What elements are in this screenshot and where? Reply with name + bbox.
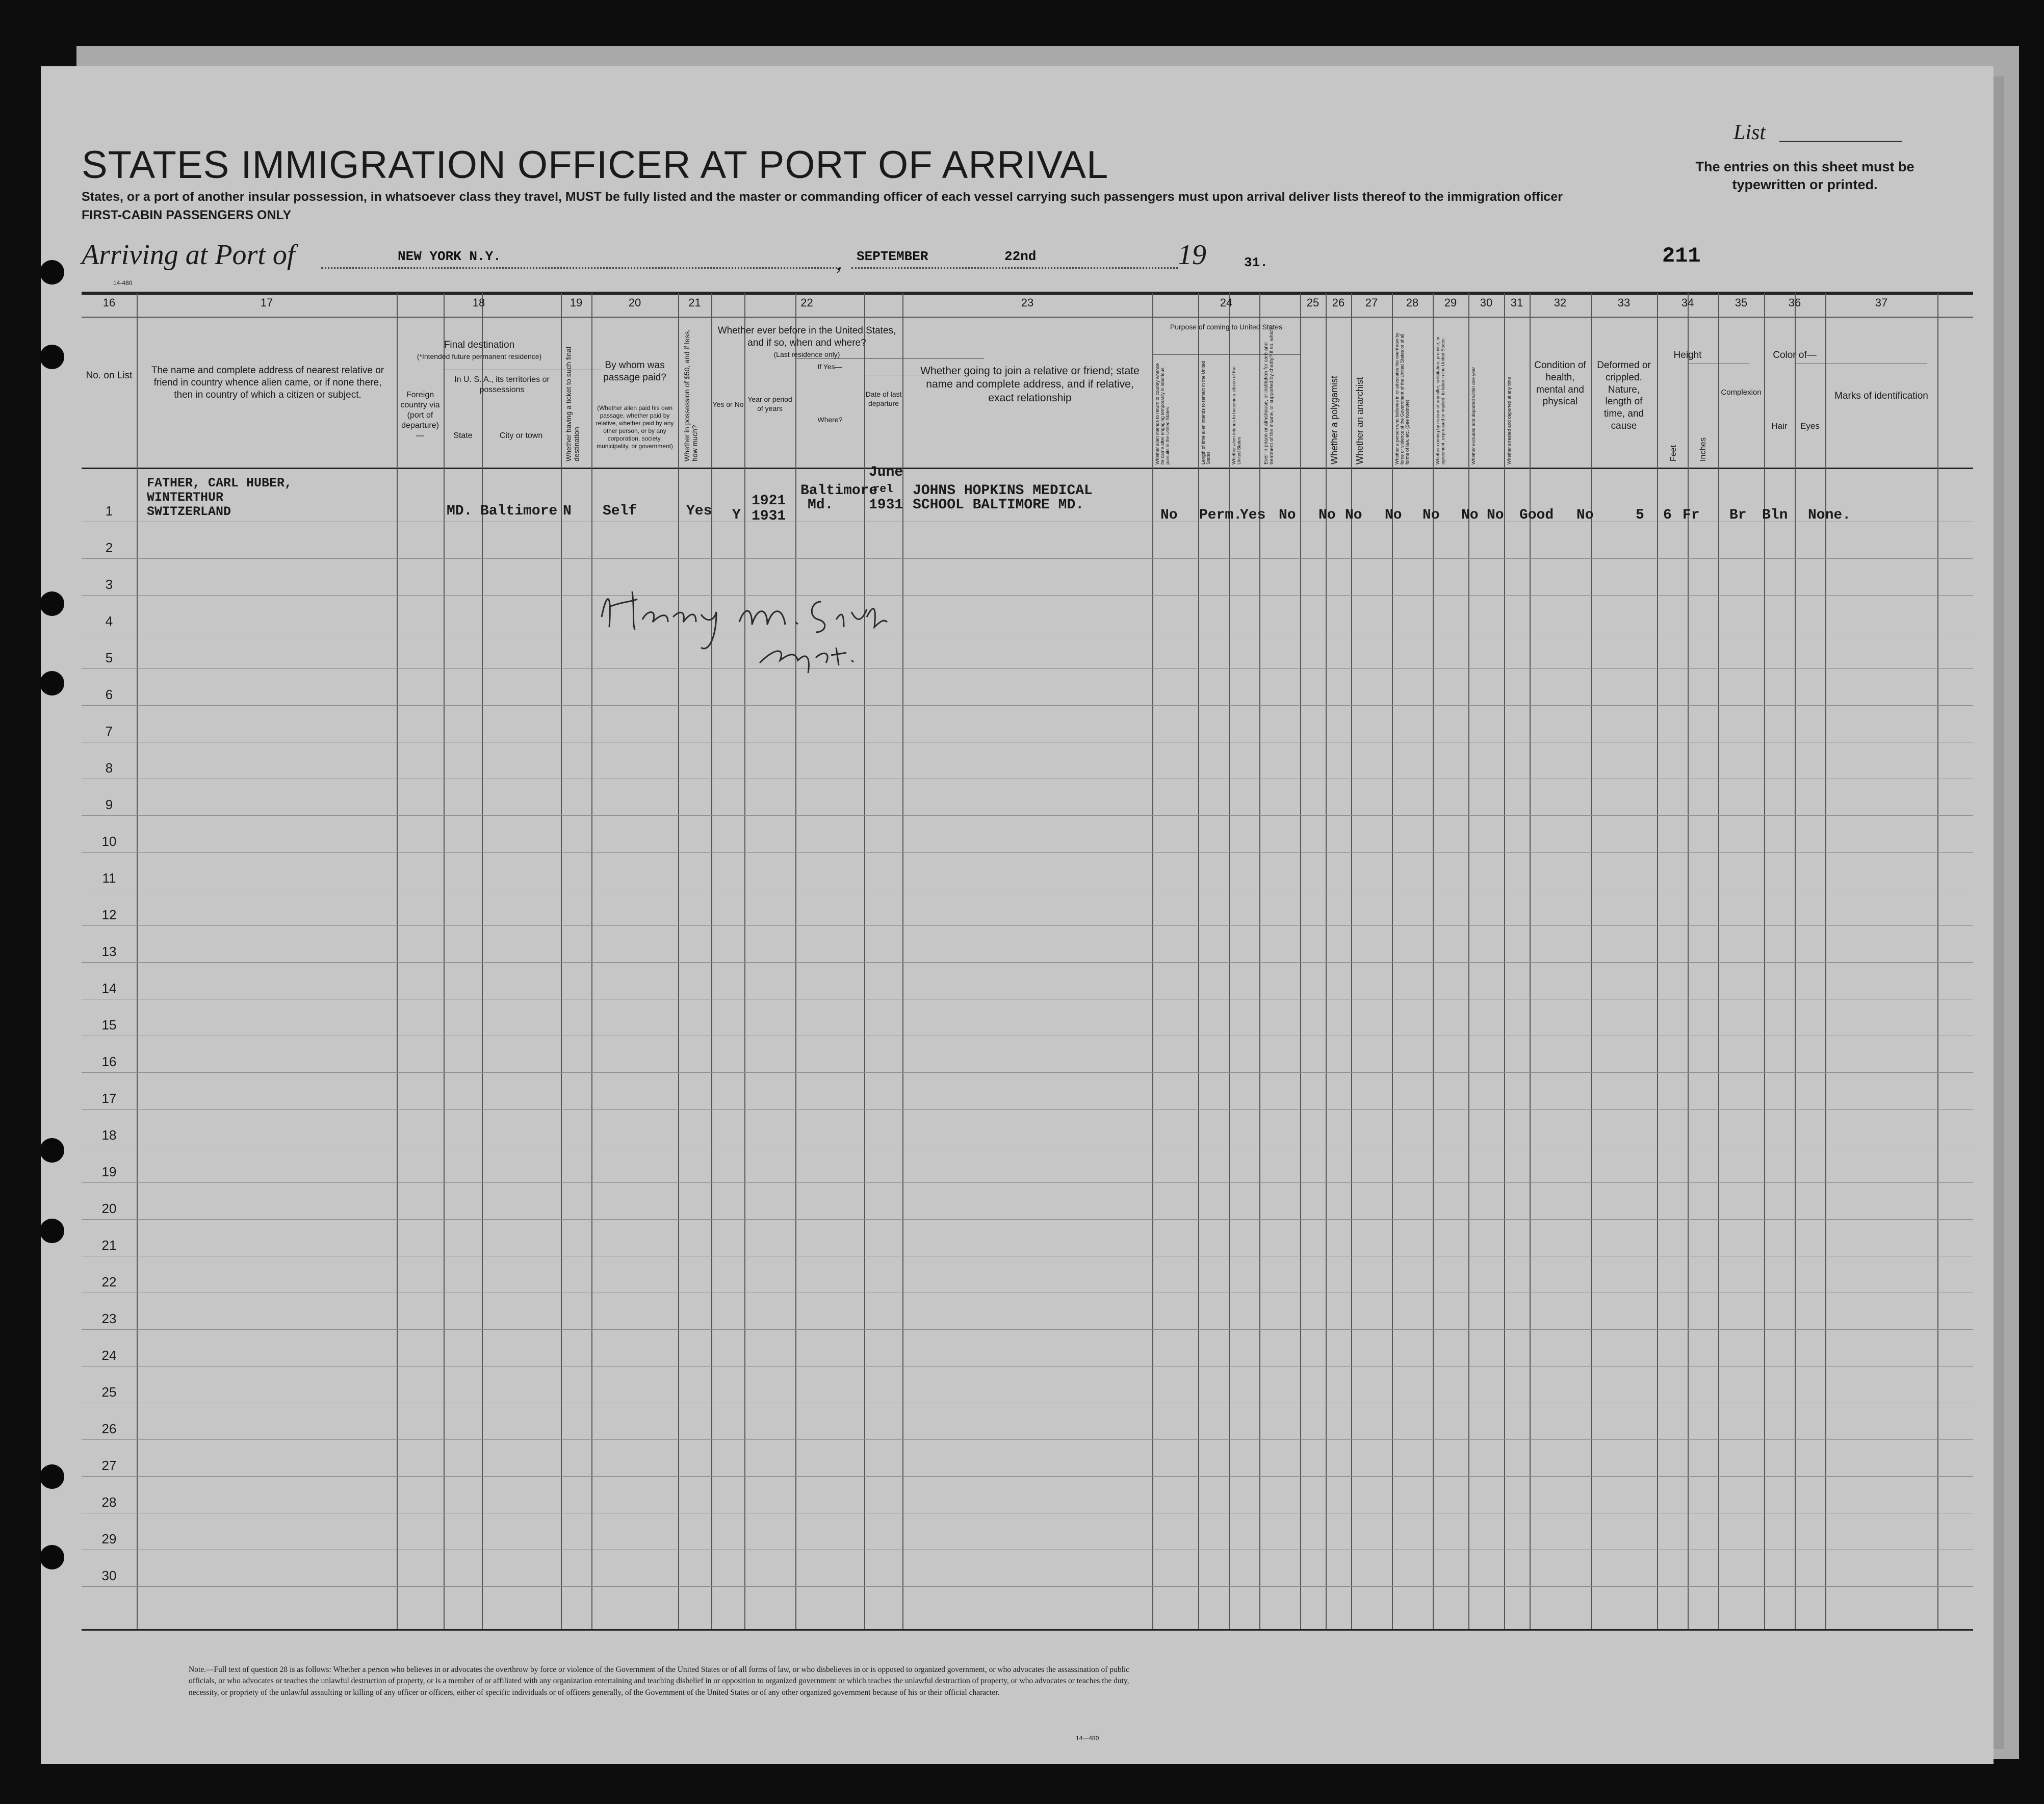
colnum-24: 24	[1220, 296, 1233, 309]
header-in-usa: In U. S. A., its territories or possessions	[454, 375, 550, 394]
row-number: 11	[102, 870, 116, 886]
punch-hole	[40, 1138, 64, 1163]
page-title: STATES IMMIGRATION OFFICER AT PORT OF ARRIVAL	[82, 143, 1109, 187]
row-rule	[82, 1329, 1973, 1330]
row-number: 2	[105, 540, 113, 555]
header-purpose-citizen: Whether alien intends to become a citizen of the United States	[1231, 366, 1241, 465]
header-hair: Hair	[1771, 421, 1788, 431]
header-city: City or town	[499, 431, 543, 440]
header-ticket: Whether having a ticket to such final destination	[564, 347, 581, 461]
row-rule	[82, 705, 1973, 706]
header-final-destination: Final destination	[444, 340, 515, 350]
header-height: Height	[1673, 350, 1702, 360]
entry-join2: SCHOOL BALTIMORE MD.	[913, 497, 1084, 513]
header-date-departure: Date of last departure	[865, 390, 902, 407]
colnum-23: 23	[1021, 296, 1034, 309]
row-number: 9	[105, 797, 113, 812]
date-line	[851, 267, 1178, 269]
entry-arrested: No	[1487, 507, 1504, 523]
entry-date2: 1931	[869, 497, 903, 513]
row-rule	[82, 1439, 1973, 1440]
colnum-17: 17	[260, 296, 273, 309]
row-number: 25	[101, 1384, 117, 1400]
class-label: FIRST-CABIN PASSENGERS ONLY	[82, 208, 292, 222]
header-polygamist: Whether a polygamist	[1329, 375, 1339, 465]
header-deformed: Deformed or crippled. Nature, length of time, and cause	[1597, 360, 1651, 431]
row-number: 16	[101, 1054, 117, 1069]
row-number: 12	[101, 907, 117, 922]
entry-health: Good	[1519, 507, 1554, 523]
year-suffix: 31.	[1244, 255, 1268, 270]
colnum-37: 37	[1875, 296, 1888, 309]
header-no-on-list: No. on List	[86, 370, 133, 381]
row-rule	[82, 1109, 1973, 1110]
punch-hole	[40, 260, 64, 285]
header-inches: Inches	[1699, 437, 1707, 461]
colnum-21: 21	[688, 296, 701, 309]
day-value: 22nd	[1004, 249, 1037, 264]
entry-ticket: N	[563, 503, 572, 519]
header-period: Year or period of years	[747, 395, 792, 413]
row-rule	[82, 1586, 1973, 1587]
header-prison: Ever in prison or almshouse, or institution for care and treatment of the insane, or supported by charity? If so, which?	[1263, 325, 1275, 465]
row-rule	[82, 1072, 1973, 1073]
row-rule	[82, 1366, 1973, 1367]
colnum-20: 20	[628, 296, 641, 309]
manifest-table	[82, 292, 1973, 1631]
instructions-text: States, or a port of another insular possession, in whatsoever class they travel, MUST be fully listed and the master or commanding officer of each vessel carrying such passengers must upon arrival deliver lists thereof to the immigration officer	[82, 190, 1563, 204]
header-anarchist: Whether an anarchist	[1355, 377, 1365, 465]
header-ever-before: Whether ever before in the United States, and if so, when and where?	[717, 325, 896, 348]
colnum-25: 25	[1306, 296, 1319, 309]
entry-date1: June	[869, 465, 903, 480]
row-number: 19	[101, 1164, 117, 1179]
header-health: Condition of health, mental and physical	[1534, 360, 1586, 407]
entry-where1: Baltimore	[800, 483, 878, 499]
row-number: 23	[101, 1311, 117, 1326]
header-passage-paid: By whom was passage paid?	[603, 360, 666, 383]
row-number: 22	[101, 1274, 117, 1290]
row-number: 28	[101, 1494, 117, 1510]
header-where: Where?	[817, 416, 843, 424]
colnum-18: 18	[472, 296, 485, 309]
row-number: 14	[101, 981, 117, 996]
colnum-19: 19	[570, 296, 583, 309]
entry-fifty: Yes	[686, 503, 712, 519]
header-color: Color of—	[1773, 350, 1817, 360]
row-number: 26	[101, 1421, 117, 1436]
entry-state: MD.	[447, 503, 473, 519]
row-number: 4	[105, 613, 113, 629]
port-line	[321, 267, 841, 269]
entry-relative-line1: FATHER, CARL HUBER,	[147, 476, 293, 491]
colnum-35: 35	[1735, 296, 1748, 309]
row-number: 27	[101, 1458, 117, 1473]
row-number: 29	[101, 1531, 117, 1547]
header-q28: Whether a person who believes in or advocates the overthrow by force or violence of the Government of the United States or of all forms of law, etc. (See footnote)	[1394, 332, 1410, 465]
entry-anarchist: No	[1345, 507, 1362, 523]
row-number: 8	[105, 760, 113, 776]
entry-length: Perm.	[1199, 507, 1243, 523]
entry-q29: No	[1422, 507, 1440, 523]
entry-excluded: No	[1461, 507, 1479, 523]
row-number: 13	[101, 944, 117, 959]
header-yes-no: Yes or No	[712, 400, 744, 408]
entry-before-yes: Y	[732, 507, 741, 523]
colnum-36: 36	[1788, 296, 1801, 309]
footer-form-number: 14—480	[1076, 1735, 1099, 1742]
row-rule	[82, 1219, 1973, 1220]
entry-prison: No	[1279, 507, 1296, 523]
form-number: 14-480	[113, 279, 133, 287]
row-number: 7	[105, 724, 113, 739]
header-last-residence: (Last residence only)	[773, 350, 840, 358]
header-fifty-dollars: Whether in possession of $50, and if less, how much?	[683, 329, 699, 461]
header-purpose-length: Length of time alien intends to remain in the United States	[1201, 360, 1211, 465]
punch-hole	[40, 1464, 64, 1489]
row-number: 3	[105, 577, 113, 592]
header-q29: Whether coming by reason of any offer, solicitation, promise, or agreement, expressed or implied, to labor in the United States	[1435, 336, 1445, 465]
entry-marks: None.	[1808, 507, 1851, 523]
row-rule	[82, 595, 1973, 596]
header-purpose: Purpose of coming to United States	[1170, 323, 1283, 331]
header-join-relative: Whether going to join a relative or friend; state name and complete address, and if relative, exact relationship	[920, 365, 1140, 404]
entry-where2: Md.	[808, 497, 834, 513]
header-eyes: Eyes	[1800, 421, 1820, 431]
row-number: 17	[101, 1091, 117, 1106]
punch-hole	[40, 345, 64, 369]
header-feet: Feet	[1669, 445, 1678, 461]
colnum-33: 33	[1617, 296, 1631, 309]
header-purpose-return: Whether alien intends to return to country whence he came after engaging temporarily in laborious pursuits in the United States	[1155, 363, 1170, 465]
punch-hole	[40, 1219, 64, 1243]
punch-hole	[40, 671, 64, 695]
header-arrested: Whether arrested and deported at any time	[1507, 377, 1512, 465]
header-passage-paid-sub: (Whether alien paid his own passage, whether paid by relative, whether paid by any other person, or by any corporation, society, municipality, or government)	[596, 404, 674, 450]
row-number: 6	[105, 687, 113, 702]
entry-join1: JOHNS HOPKINS MEDICAL	[913, 483, 1093, 499]
entry-eyes: Bln	[1762, 507, 1788, 523]
colnum-26: 26	[1332, 296, 1345, 309]
row-rule	[82, 815, 1973, 816]
entry-feet: 5	[1636, 507, 1644, 523]
entry-city: Baltimore	[480, 503, 558, 519]
header-complexion: Complexion	[1721, 388, 1762, 397]
list-line	[1779, 141, 1902, 142]
comma-separator: ,	[836, 251, 841, 274]
row-rule	[82, 1182, 1973, 1183]
colnum-30: 30	[1480, 296, 1493, 309]
row-number: 10	[101, 834, 117, 849]
entry-q28: No	[1385, 507, 1402, 523]
port-value: NEW YORK N.Y.	[398, 249, 501, 264]
arriving-label: Arriving at Port of	[82, 239, 295, 271]
entry-years2: 1931	[752, 508, 786, 524]
entry-paid-by: Self	[603, 503, 637, 519]
sheet-number: 211	[1662, 244, 1701, 268]
header-foreign-country: Foreign country via (port of departure)—	[400, 391, 440, 440]
punch-hole	[40, 591, 64, 616]
colnum-22: 22	[800, 296, 813, 309]
row-number: 24	[101, 1348, 117, 1363]
header-state: State	[453, 431, 473, 440]
handwritten-signature	[591, 571, 959, 678]
entry-relative-line2: WINTERTHUR	[147, 490, 224, 505]
entry-relative-line3: SWITZERLAND	[147, 504, 231, 519]
colnum-32: 32	[1554, 296, 1567, 309]
list-label: List	[1733, 121, 1766, 144]
header-bottom-rule	[82, 468, 1973, 469]
entry-years1: 1921	[752, 493, 786, 509]
row-number: 5	[105, 650, 113, 665]
year-prefix: 19	[1178, 239, 1206, 271]
entry-hair: Br	[1729, 507, 1747, 523]
entry-inches: 6	[1663, 507, 1672, 523]
header-final-destination-sub: (*Intended future permanent residence)	[417, 352, 542, 360]
header-marks: Marks of identification	[1834, 391, 1928, 401]
footnote: Note.—Full text of question 28 is as follows: Whether a person who believes in or advocates the overthrow by force or violence of the Government of the United States or of all forms of law, or who disbelieves in or is opposed to organized government, or who advocates the assassination of public officials, or who advocates or teaches the unlawful destruction of property, or is a member of or affiliated with any organization entertaining and teaching disbelief in or opposition to organized government or which teaches the unlawful destruction of property, or who advocates or teaches the duty, necessity, or propriety of the unlawful assaulting or killing of any officer or officers, either of specific individuals or of officers generally, of the Government of the United States or of any other organized government because of his or their official character.	[189, 1665, 1130, 1697]
row-number: 20	[101, 1201, 117, 1216]
row-rule	[82, 1476, 1973, 1477]
header-relative: The name and complete address of nearest relative or friend in country whence alien came, or if none there, then in country of which a citizen or subject.	[151, 365, 384, 400]
punch-hole	[40, 1545, 64, 1569]
row-rule	[82, 852, 1973, 853]
entry-date-extra: rel	[873, 483, 893, 496]
row-number: 1	[105, 503, 113, 519]
colnum-16: 16	[102, 296, 116, 309]
colnum-29: 29	[1444, 296, 1457, 309]
entry-citizen: Yes	[1240, 507, 1266, 523]
entry-return: No	[1160, 507, 1178, 523]
row-rule	[82, 925, 1973, 926]
row-number: 15	[101, 1017, 117, 1033]
colnum-27: 27	[1365, 296, 1378, 309]
row-rule	[82, 962, 1973, 963]
entry-polygamist: No	[1318, 507, 1336, 523]
entry-complexion: Fr	[1683, 507, 1700, 523]
row-number: 21	[101, 1238, 117, 1253]
row-rule	[82, 558, 1973, 559]
colnum-rule	[82, 317, 1973, 318]
row-number: 18	[101, 1127, 117, 1143]
colnum-34: 34	[1681, 296, 1694, 309]
row-number: 30	[101, 1568, 117, 1583]
header-top-rule	[82, 293, 1973, 295]
entry-deformed: No	[1576, 507, 1594, 523]
header-excluded: Whether excluded and deported within one year	[1471, 367, 1476, 465]
row-rule	[82, 668, 1973, 669]
colnum-31: 31	[1510, 296, 1523, 309]
month-value: SEPTEMBER	[857, 249, 928, 264]
colnum-28: 28	[1406, 296, 1419, 309]
header-if-yes: If Yes—	[817, 363, 842, 371]
list-note: The entries on this sheet must be typewritten or printed.	[1695, 159, 1914, 193]
